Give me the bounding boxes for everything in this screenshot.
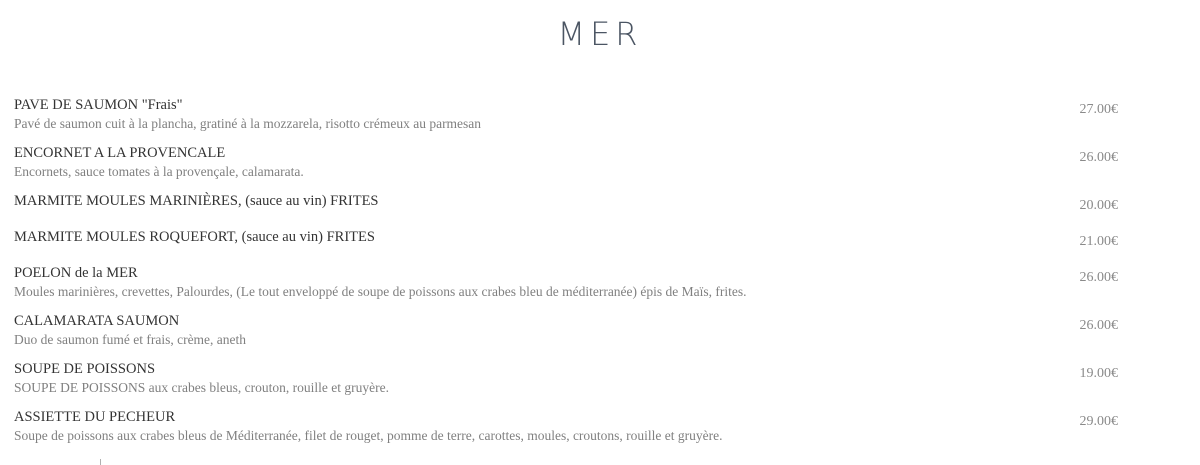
item-description: Encornets, sauce tomates à la provençale, calamarata. bbox=[14, 164, 304, 179]
menu-item bbox=[14, 96, 1124, 144]
item-price: 29.00€ bbox=[1079, 414, 1118, 429]
item-name: MARMITE MOULES ROQUEFORT, (sauce au vin) FRITES bbox=[14, 229, 375, 245]
item-price: 21.00€ bbox=[1079, 234, 1118, 249]
menu-item bbox=[14, 264, 1124, 312]
cut-off-text-fragment bbox=[100, 459, 105, 465]
section-title: MER bbox=[557, 15, 643, 53]
item-description: SOUPE DE POISSONS aux crabes bleus, crouton, rouille et gruyère. bbox=[14, 380, 389, 395]
item-name: POELON de la MER bbox=[14, 265, 138, 281]
item-name: MARMITE MOULES MARINIÈRES, (sauce au vin) FRITES bbox=[14, 193, 379, 209]
item-description: Soupe de poissons aux crabes bleus de Méditerranée, filet de rouget, pomme de terre, carottes, moules, croutons, rouille et gruyère. bbox=[14, 428, 723, 443]
item-price: 26.00€ bbox=[1079, 270, 1118, 285]
menu-item bbox=[14, 312, 1124, 360]
item-description: Duo de saumon fumé et frais, crème, aneth bbox=[14, 332, 247, 347]
item-price: 20.00€ bbox=[1079, 198, 1118, 213]
item-price: 19.00€ bbox=[1079, 366, 1118, 381]
menu-item bbox=[14, 144, 1124, 192]
menu-item bbox=[14, 228, 1124, 264]
item-name: CALAMARATA SAUMON bbox=[14, 313, 180, 329]
menu-item bbox=[14, 408, 1124, 445]
item-price: 27.00€ bbox=[1079, 102, 1118, 117]
item-name: ASSIETTE DU PECHEUR bbox=[14, 409, 176, 425]
item-name: PAVE DE SAUMON "Frais" bbox=[14, 97, 183, 113]
menu-list bbox=[14, 96, 1124, 445]
item-description: Moules marinières, crevettes, Palourdes, (Le tout enveloppé de soupe de poissons aux crabes bleu de méditerranée) épis de Maïs, frites. bbox=[14, 284, 747, 299]
menu-item bbox=[14, 192, 1124, 228]
item-price: 26.00€ bbox=[1079, 318, 1118, 333]
item-description: Pavé de saumon cuit à la plancha, gratiné à la mozzarela, risotto crémeux au parmesan bbox=[14, 116, 482, 131]
item-price: 26.00€ bbox=[1079, 150, 1118, 165]
item-name: ENCORNET A LA PROVENCALE bbox=[14, 145, 226, 161]
menu-item bbox=[14, 360, 1124, 408]
item-name: SOUPE DE POISSONS bbox=[14, 361, 156, 377]
